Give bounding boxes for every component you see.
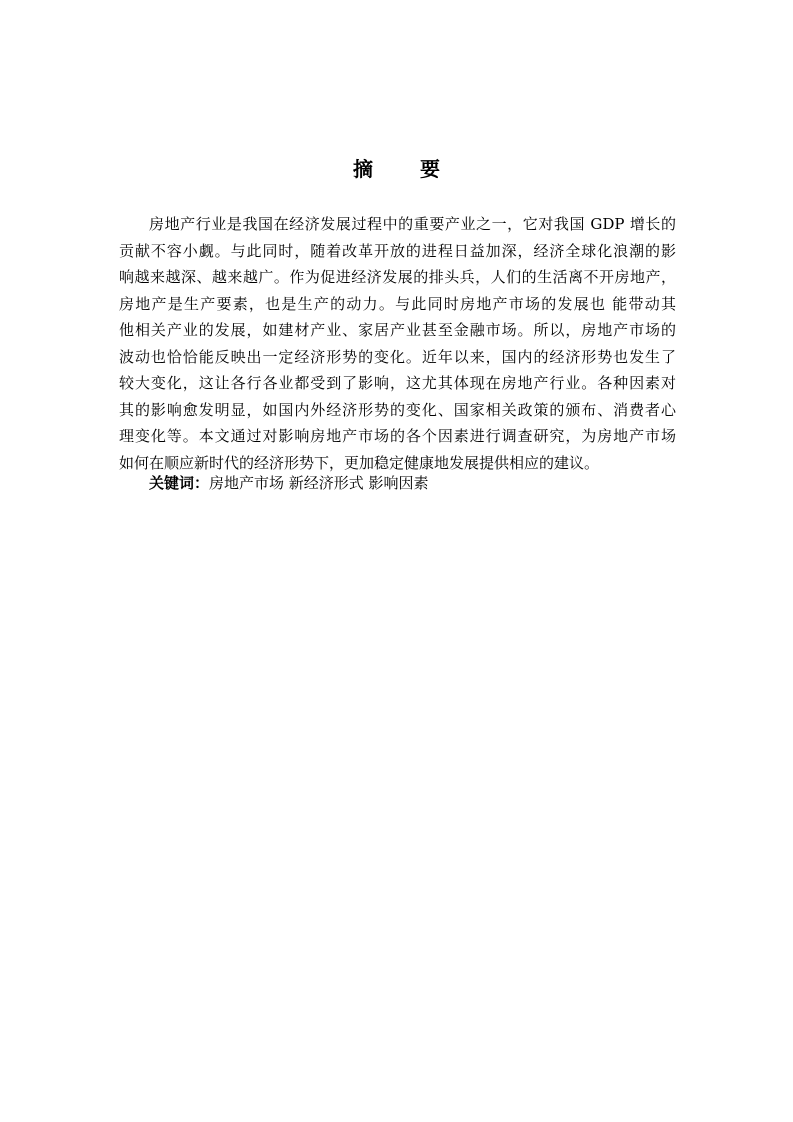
keywords-label: 关键词： [149, 474, 210, 492]
keywords-value: 房地产市场 新经济形式 影响因素 [209, 474, 429, 492]
abstract-line: 他相关产业的发展，如建材产业、家居产业甚至金融市场。所以，房地产市场的 [119, 321, 676, 339]
abstract-line: 理变化等。本文通过对影响房地产市场的各个因素进行调查研究，为房地产市场 [119, 427, 676, 445]
abstract-line: 其的影响愈发明显，如国内外经济形势的变化、国家相关政策的颁布、消费者心 [119, 400, 676, 419]
abstract-line: 房地产行业是我国在经济发展过程中的重要产业之一，它对我国 GDP 增长的 [149, 215, 676, 233]
keywords-line [149, 470, 429, 496]
abstract-title: 摘 要 [353, 157, 460, 181]
abstract-line: 贡献不容小觑。与此同时，随着改革开放的进程日益加深，经济全球化浪潮的影 [119, 241, 676, 260]
abstract-line: 波动也恰恰能反映出一定经济形势的变化。近年以来，国内的经济形势也发生了 [119, 347, 676, 366]
abstract-line: 房地产是生产要素，也是生产的动力。与此同时房地产市场的发展也 能带动其 [119, 294, 676, 313]
abstract-line: 如何在顺应新时代的经济形势下，更加稳定健康地发展提供相应的建议。 [119, 453, 600, 472]
abstract-line: 较大变化，这让各行各业都受到了影响，这尤其体现在房地产行业。各种因素对 [119, 374, 676, 392]
abstract-body [119, 211, 676, 476]
abstract-line: 响越来越深、越来越广。作为促进经济发展的排头兵，人们的生活离不开房地产， [119, 268, 676, 286]
